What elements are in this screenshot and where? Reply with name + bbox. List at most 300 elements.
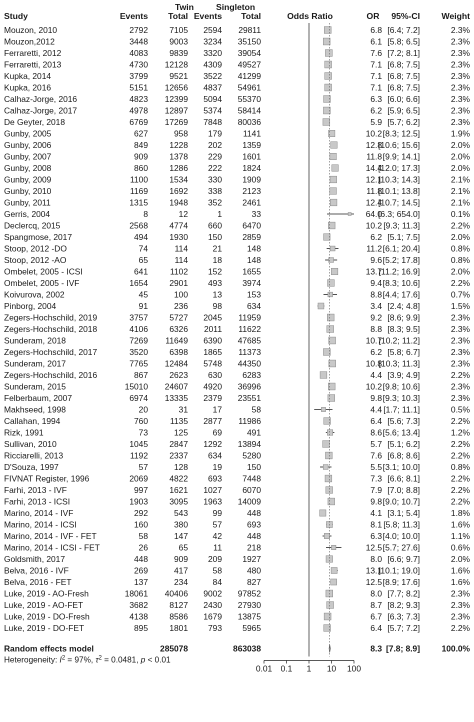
study-weight: 2.1% bbox=[450, 186, 470, 196]
odds-ratio-value: 9.4 bbox=[370, 278, 382, 288]
summary-label: Random effects model bbox=[4, 643, 94, 654]
twin-events: 74 bbox=[138, 243, 148, 254]
study-point bbox=[321, 407, 325, 411]
singleton-events: 57 bbox=[212, 519, 222, 530]
study-weight: 2.0% bbox=[450, 266, 470, 277]
study-weight: 0.8% bbox=[450, 462, 470, 472]
study-point bbox=[327, 326, 334, 333]
study-point bbox=[326, 487, 333, 494]
study-name: Luke, 2019 - AO-FET bbox=[4, 600, 84, 610]
study-weight: 2.3% bbox=[450, 600, 470, 610]
twin-events: 65 bbox=[138, 255, 148, 265]
twin-total: 234 bbox=[174, 577, 188, 587]
study-weight: 2.3% bbox=[450, 117, 470, 127]
study-point bbox=[327, 430, 333, 436]
odds-ratio-value: 7.1 bbox=[370, 71, 382, 81]
twin-events: 2568 bbox=[129, 220, 148, 231]
singleton-events: 2877 bbox=[203, 416, 222, 426]
study-weight: 2.3% bbox=[450, 393, 470, 403]
confidence-interval: [4.4; 17.6] bbox=[382, 289, 420, 300]
study-weight: 2.2% bbox=[450, 473, 470, 484]
singleton-events: 152 bbox=[208, 266, 222, 277]
study-point bbox=[326, 590, 333, 597]
twin-total: 958 bbox=[174, 128, 188, 139]
summary-singleton-total: 863038 bbox=[233, 643, 261, 654]
singleton-total: 5965 bbox=[242, 623, 261, 633]
twin-events: 4106 bbox=[129, 324, 148, 334]
singleton-total: 6070 bbox=[242, 485, 261, 495]
twin-events: 3520 bbox=[129, 347, 148, 357]
twin-total: 12484 bbox=[164, 358, 188, 369]
odds-ratio-value: 8.0 bbox=[370, 554, 382, 564]
study-weight: 1.6% bbox=[450, 565, 470, 576]
study-weight: 2.3% bbox=[450, 94, 470, 104]
twin-events: 91 bbox=[138, 301, 148, 311]
study-point bbox=[323, 441, 330, 448]
odds-ratio-value: 64.0 bbox=[365, 209, 382, 219]
odds-ratio-value: 10.2 bbox=[365, 381, 382, 392]
twin-total: 1534 bbox=[169, 174, 188, 185]
study-name: Ricciarelli, 2013 bbox=[4, 450, 64, 461]
study-weight: 2.2% bbox=[450, 439, 470, 449]
confidence-interval: [3.9; 4.9] bbox=[387, 370, 420, 380]
odds-ratio-value: 12.1 bbox=[365, 174, 382, 185]
singleton-events: 7848 bbox=[203, 117, 222, 127]
twin-events: 18061 bbox=[124, 588, 148, 599]
study-name: Sunderam, 2018 bbox=[4, 335, 66, 346]
confidence-interval: [6.3; 7.3] bbox=[387, 611, 420, 622]
study-weight: 2.3% bbox=[450, 347, 470, 357]
study-weight: 2.0% bbox=[450, 232, 470, 242]
singleton-events: 660 bbox=[208, 220, 222, 231]
odds-ratio-value: 12.5 bbox=[365, 542, 382, 553]
study-name: Gunby, 2008 bbox=[4, 163, 52, 173]
study-name: Goldsmith, 2017 bbox=[4, 554, 65, 564]
odds-ratio-value: 8.6 bbox=[370, 427, 382, 438]
study-weight: 1.8% bbox=[450, 508, 470, 518]
singleton-total: 35150 bbox=[237, 36, 261, 47]
study-name: Luke, 2019 - DO-Fresh bbox=[4, 611, 90, 622]
study-point bbox=[328, 292, 333, 297]
singleton-total: 3974 bbox=[242, 278, 261, 288]
study-point bbox=[325, 452, 332, 459]
singleton-events: 338 bbox=[208, 186, 222, 196]
twin-events: 1045 bbox=[129, 439, 148, 449]
odds-ratio-value: 5.5 bbox=[370, 462, 382, 472]
odds-ratio-value: 11.8 bbox=[366, 151, 382, 162]
study-point bbox=[328, 395, 335, 402]
singleton-events: 150 bbox=[208, 232, 222, 242]
study-weight: 2.2% bbox=[450, 220, 470, 231]
study-name: Ferraretti, 2013 bbox=[4, 59, 62, 70]
twin-total: 8586 bbox=[169, 611, 188, 622]
twin-events: 2792 bbox=[129, 25, 148, 35]
x-tick-label: 0.01 bbox=[255, 663, 273, 674]
confidence-interval: [9.9; 14.1] bbox=[382, 151, 420, 162]
twin-total: 17269 bbox=[164, 117, 188, 127]
twin-events: 4823 bbox=[129, 94, 148, 104]
twin-total: 2623 bbox=[169, 370, 188, 380]
confidence-interval: [4.0; 10.0] bbox=[382, 531, 420, 541]
study-name: Mouzon,2012 bbox=[4, 36, 55, 47]
odds-ratio-value: 7.1 bbox=[370, 59, 382, 70]
study-weight: 2.0% bbox=[450, 151, 470, 162]
study-name: Zegers-Hochschild, 2019 bbox=[4, 312, 98, 323]
odds-ratio-value: 12.5 bbox=[365, 577, 382, 587]
singleton-events: 179 bbox=[208, 128, 222, 139]
singleton-events: 3522 bbox=[203, 71, 222, 81]
twin-total: 236 bbox=[174, 301, 188, 311]
odds-ratio-value: 6.2 bbox=[370, 232, 382, 242]
confidence-interval: [5.7; 7.2] bbox=[387, 623, 420, 633]
twin-total: 6326 bbox=[169, 324, 188, 334]
confidence-interval: [5.7; 27.6] bbox=[382, 542, 420, 553]
twin-total: 1621 bbox=[169, 485, 188, 495]
twin-events: 57 bbox=[138, 462, 148, 472]
singleton-events: 19 bbox=[212, 462, 222, 472]
confidence-interval: [6.6; 8.1] bbox=[387, 473, 420, 484]
singleton-total: 1655 bbox=[242, 266, 261, 277]
study-name: Gunby, 2011 bbox=[4, 197, 51, 208]
odds-ratio-value: 5.9 bbox=[370, 117, 382, 127]
odds-ratio-value: 6.7 bbox=[370, 611, 382, 622]
study-point bbox=[331, 545, 335, 549]
confidence-interval: [8.3; 9.5] bbox=[387, 324, 420, 334]
confidence-interval: [7.7; 8.2] bbox=[387, 588, 420, 599]
study-point bbox=[332, 165, 339, 172]
twin-events: 860 bbox=[134, 163, 148, 173]
odds-ratio-value: 14.4 bbox=[365, 163, 382, 173]
twin-events: 45 bbox=[138, 289, 148, 300]
singleton-total: 36996 bbox=[237, 381, 261, 392]
confidence-interval: [10.2; 11.2] bbox=[378, 335, 420, 346]
study-name: Spangmose, 2017 bbox=[4, 232, 72, 242]
study-name: Zegers-Hochschild, 2017 bbox=[4, 347, 98, 357]
singleton-events: 9002 bbox=[203, 588, 222, 599]
study-weight: 0.8% bbox=[450, 243, 470, 254]
singleton-events: 99 bbox=[212, 508, 222, 518]
odds-ratio-value: 8.7 bbox=[370, 600, 382, 610]
confidence-interval: [6.4; 7.2] bbox=[387, 25, 420, 35]
twin-events: 1192 bbox=[129, 450, 148, 461]
confidence-interval: [5.6; 13.4] bbox=[382, 427, 420, 438]
study-point bbox=[320, 372, 327, 379]
study-name: Belva, 2016 - FET bbox=[4, 577, 72, 587]
confidence-interval: [1.7; 11.1] bbox=[383, 404, 420, 415]
x-tick-label: 1 bbox=[306, 663, 312, 674]
study-weight: 2.3% bbox=[450, 312, 470, 323]
twin-total: 1801 bbox=[169, 623, 188, 633]
confidence-interval: [12.0; 17.3] bbox=[378, 163, 420, 173]
column-headers bbox=[4, 2, 470, 21]
twin-events: 3799 bbox=[129, 71, 148, 81]
summary-ci: [7.8; 8.9] bbox=[386, 643, 420, 654]
study-name: Farhi, 2013 - ICSI bbox=[4, 496, 71, 507]
study-name: Gunby, 2010 bbox=[4, 186, 52, 196]
singleton-total: 33 bbox=[251, 209, 261, 219]
twin-total: 9839 bbox=[169, 48, 188, 58]
singleton-total: 827 bbox=[247, 577, 261, 587]
singleton-events: 202 bbox=[208, 140, 222, 150]
twin-total: 1286 bbox=[169, 163, 188, 173]
confidence-interval: [6.8; 8.6] bbox=[387, 450, 420, 461]
confidence-interval: [5.7; 6.2] bbox=[387, 117, 420, 127]
study-point bbox=[325, 84, 332, 91]
study-point bbox=[324, 234, 331, 241]
twin-total: 2847 bbox=[169, 439, 188, 449]
odds-ratio-value: 6.3 bbox=[370, 94, 382, 104]
header-singleton-events: Events bbox=[193, 11, 222, 21]
singleton-events: 1 bbox=[217, 209, 222, 219]
study-point bbox=[323, 38, 330, 45]
odds-ratio-value: 7.3 bbox=[370, 473, 382, 484]
confidence-interval: [6.8; 7.5] bbox=[387, 82, 420, 93]
confidence-interval: [11.2; 16.9] bbox=[378, 266, 420, 277]
twin-total: 1228 bbox=[169, 140, 188, 150]
odds-ratio-value: 13.1 bbox=[365, 565, 382, 576]
singleton-events: 2430 bbox=[203, 600, 222, 610]
x-tick-label: 0.1 bbox=[280, 663, 293, 674]
singleton-events: 1292 bbox=[203, 439, 222, 449]
singleton-total: 1141 bbox=[242, 128, 261, 139]
odds-ratio-value: 5.7 bbox=[370, 439, 382, 449]
study-name: Declercq, 2015 bbox=[4, 220, 61, 231]
summary-weight: 100.0% bbox=[441, 643, 470, 654]
odds-ratio-value: 9.8 bbox=[370, 393, 382, 403]
confidence-interval: [6.0; 6.6] bbox=[387, 94, 420, 104]
twin-events: 3448 bbox=[129, 36, 148, 47]
twin-events: 1654 bbox=[129, 278, 148, 288]
odds-ratio-value: 4.4 bbox=[370, 404, 382, 415]
study-name: Sunderam, 2015 bbox=[4, 381, 66, 392]
study-point bbox=[331, 268, 338, 275]
study-name: Marino, 2014 - ICSI bbox=[4, 519, 77, 530]
study-name: Gunby, 2006 bbox=[4, 140, 52, 150]
twin-total: 9521 bbox=[169, 71, 188, 81]
twin-events: 760 bbox=[134, 416, 148, 426]
odds-ratio-value: 8.1 bbox=[370, 519, 382, 530]
singleton-events: 634 bbox=[208, 450, 222, 461]
singleton-events: 5374 bbox=[203, 105, 222, 116]
singleton-events: 4309 bbox=[203, 59, 222, 70]
confidence-interval: [8.3; 10.6] bbox=[382, 278, 420, 288]
study-weight: 2.3% bbox=[450, 105, 470, 116]
singleton-total: 480 bbox=[247, 565, 261, 576]
singleton-events: 1963 bbox=[203, 496, 222, 507]
study-point bbox=[331, 142, 338, 149]
twin-events: 6769 bbox=[129, 117, 148, 127]
odds-ratio-value: 4.1 bbox=[370, 508, 382, 518]
study-point bbox=[330, 188, 337, 195]
twin-total: 12656 bbox=[164, 82, 188, 93]
header-twin-events: Events bbox=[119, 11, 148, 21]
singleton-events: 6390 bbox=[203, 335, 222, 346]
confidence-interval: [10.1; 19.0] bbox=[378, 565, 420, 576]
study-weight: 1.1% bbox=[450, 531, 470, 541]
odds-ratio-value: 10.2 bbox=[365, 220, 382, 231]
twin-total: 31 bbox=[178, 404, 188, 415]
singleton-total: 150 bbox=[247, 462, 261, 472]
odds-ratio-value: 13.7 bbox=[365, 266, 382, 277]
study-name: Kupka, 2014 bbox=[4, 71, 52, 81]
study-name: Marino, 2014 - ICSI - FET bbox=[4, 542, 100, 553]
confidence-interval: [5.9; 6.5] bbox=[387, 105, 420, 116]
odds-ratio-value: 8.8 bbox=[370, 324, 382, 334]
singleton-events: 5748 bbox=[203, 358, 222, 369]
twin-total: 4822 bbox=[169, 473, 188, 484]
singleton-total: 54961 bbox=[237, 82, 261, 93]
study-point bbox=[330, 246, 335, 251]
twin-events: 5151 bbox=[129, 82, 148, 93]
twin-total: 1102 bbox=[169, 266, 188, 277]
odds-ratio-value: 12.8 bbox=[365, 140, 382, 150]
confidence-interval: [9.3; 10.3] bbox=[382, 393, 420, 403]
header-singleton-group: Singleton bbox=[216, 2, 256, 12]
singleton-events: 5094 bbox=[203, 94, 222, 104]
twin-events: 1315 bbox=[129, 197, 148, 208]
odds-ratio-value: 6.1 bbox=[370, 36, 382, 47]
singleton-total: 634 bbox=[247, 301, 261, 311]
study-name: Rizk, 1991 bbox=[4, 427, 44, 438]
singleton-events: 98 bbox=[212, 301, 222, 311]
study-name: Marino, 2014 - IVF bbox=[4, 508, 74, 518]
twin-events: 4083 bbox=[129, 48, 148, 58]
study-weight: 2.3% bbox=[450, 48, 470, 58]
twin-total: 114 bbox=[174, 243, 188, 254]
study-weight: 2.2% bbox=[450, 623, 470, 633]
study-weight: 1.2% bbox=[450, 427, 470, 438]
singleton-events: 42 bbox=[212, 531, 222, 541]
twin-events: 58 bbox=[138, 531, 148, 541]
study-point bbox=[326, 556, 333, 563]
study-weight: 2.3% bbox=[450, 381, 470, 392]
singleton-events: 352 bbox=[208, 197, 222, 208]
singleton-total: 2859 bbox=[242, 232, 261, 242]
study-weight: 2.3% bbox=[450, 36, 470, 47]
header-or: OR bbox=[366, 11, 380, 21]
confidence-interval: [3.1; 10.0] bbox=[382, 462, 420, 472]
study-weight: 2.3% bbox=[450, 358, 470, 369]
study-name: Callahan, 1994 bbox=[4, 416, 61, 426]
study-name: Stoop, 2012 -DO bbox=[4, 243, 67, 254]
odds-ratio-value: 7.9 bbox=[370, 485, 382, 495]
header-weight: Weight bbox=[441, 11, 470, 21]
study-name: Kupka, 2016 bbox=[4, 82, 52, 93]
twin-events: 292 bbox=[134, 508, 148, 518]
twin-events: 1903 bbox=[129, 496, 148, 507]
study-point bbox=[328, 280, 335, 287]
odds-ratio-value: 10.7 bbox=[365, 335, 382, 346]
study-point bbox=[328, 498, 335, 505]
confidence-interval: [10.3; 11.3] bbox=[378, 358, 420, 369]
study-name: Ferraretti, 2012 bbox=[4, 48, 62, 58]
study-weight: 2.3% bbox=[450, 335, 470, 346]
twin-events: 26 bbox=[138, 542, 148, 553]
twin-total: 4774 bbox=[169, 220, 188, 231]
singleton-total: 7448 bbox=[242, 473, 261, 484]
odds-ratio-value: 10.8 bbox=[365, 358, 382, 369]
singleton-total: 2461 bbox=[242, 197, 261, 208]
twin-events: 20 bbox=[138, 404, 148, 415]
header-singleton-total: Total bbox=[241, 11, 261, 21]
singleton-total: 11373 bbox=[238, 347, 261, 357]
singleton-total: 693 bbox=[247, 519, 261, 530]
study-weight: 2.2% bbox=[450, 370, 470, 380]
twin-total: 417 bbox=[174, 565, 188, 576]
study-weight: 2.2% bbox=[450, 496, 470, 507]
singleton-total: 41299 bbox=[237, 71, 261, 81]
twin-total: 65 bbox=[178, 542, 188, 553]
confidence-interval: [10.3; 14.3] bbox=[378, 174, 420, 185]
twin-total: 13335 bbox=[164, 393, 188, 403]
twin-total: 8127 bbox=[169, 600, 188, 610]
confidence-interval: [6.3; 654.0] bbox=[378, 209, 420, 219]
singleton-total: 55370 bbox=[237, 94, 261, 104]
study-weight: 2.3% bbox=[450, 588, 470, 599]
odds-ratio-value: 7.6 bbox=[370, 450, 382, 461]
study-weight: 2.1% bbox=[450, 197, 470, 208]
odds-ratio-value: 12.4 bbox=[365, 197, 382, 208]
singleton-total: 153 bbox=[247, 289, 261, 300]
header-study: Study bbox=[4, 11, 28, 21]
study-name: Farhi, 2013 - IVF bbox=[4, 485, 67, 495]
singleton-events: 21 bbox=[212, 243, 222, 254]
study-point bbox=[330, 199, 337, 206]
odds-ratio-value: 6.4 bbox=[370, 416, 382, 426]
odds-ratio-value: 6.4 bbox=[370, 623, 382, 633]
singleton-total: 58414 bbox=[237, 105, 261, 116]
confidence-interval: [7.2; 8.1] bbox=[387, 48, 420, 58]
confidence-interval: [2.4; 4.8] bbox=[387, 301, 420, 311]
study-point bbox=[330, 176, 337, 183]
confidence-interval: [3.1; 5.4] bbox=[387, 508, 420, 518]
study-weight: 2.0% bbox=[450, 554, 470, 564]
singleton-total: 27930 bbox=[237, 600, 261, 610]
odds-ratio-value: 9.8 bbox=[370, 496, 382, 507]
study-weight: 2.3% bbox=[450, 59, 470, 70]
singleton-events: 58 bbox=[212, 565, 222, 576]
singleton-total: 11622 bbox=[238, 324, 261, 334]
study-point bbox=[330, 153, 337, 160]
singleton-total: 1824 bbox=[242, 163, 261, 173]
study-weight: 2.3% bbox=[450, 71, 470, 81]
singleton-events: 330 bbox=[208, 174, 222, 185]
odds-ratio-value: 4.4 bbox=[370, 370, 382, 380]
study-point bbox=[331, 579, 337, 585]
x-tick-label: 100 bbox=[347, 663, 361, 674]
confidence-interval: [5.1; 6.2] bbox=[387, 439, 420, 449]
study-name: Koivurova, 2002 bbox=[4, 289, 65, 300]
heterogeneity-text: Heterogeneity: $I^2 = 97\%$, $\tau^2 = 0.0481$, p < 0.01 bbox=[4, 655, 171, 665]
odds-ratio-value: 7.1 bbox=[370, 82, 382, 93]
study-point bbox=[325, 50, 332, 57]
twin-events: 997 bbox=[134, 485, 148, 495]
header-odds-ratio: Odds Ratio bbox=[287, 11, 333, 21]
summary-odds-ratio: 8.3 bbox=[370, 643, 382, 654]
study-weight: 0.8% bbox=[450, 255, 470, 265]
study-name: Marino, 2014 - IVF - FET bbox=[4, 531, 97, 541]
confidence-interval: [8.9; 17.6] bbox=[382, 577, 420, 587]
singleton-events: 84 bbox=[212, 577, 222, 587]
twin-total: 1135 bbox=[169, 416, 188, 426]
study-name: Sunderam, 2017 bbox=[4, 358, 66, 369]
header-twin-group: Twin bbox=[175, 2, 194, 12]
odds-ratio-value: 6.2 bbox=[370, 105, 382, 116]
odds-ratio-value: 10.2 bbox=[365, 128, 382, 139]
twin-events: 627 bbox=[134, 128, 148, 139]
singleton-events: 3320 bbox=[203, 48, 222, 58]
singleton-total: 11959 bbox=[238, 312, 261, 323]
